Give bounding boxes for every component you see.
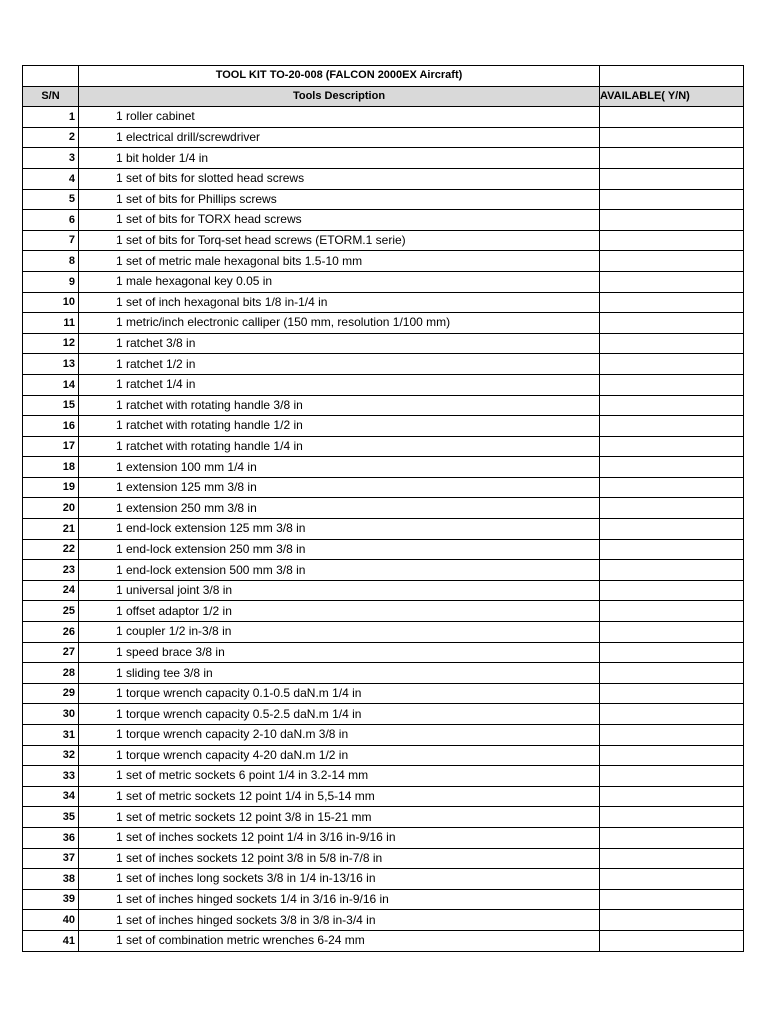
row-description: 1 torque wrench capacity 0.5-2.5 daN.m 1/4 in [79, 704, 600, 725]
row-sn: 28 [23, 663, 79, 684]
table-row [23, 457, 744, 478]
row-sn: 22 [23, 539, 79, 560]
row-sn: 10 [23, 292, 79, 313]
table-row [23, 477, 744, 498]
row-available-cell[interactable] [600, 766, 744, 787]
row-description: 1 male hexagonal key 0.05 in [79, 271, 600, 292]
row-description: 1 ratchet with rotating handle 3/8 in [79, 395, 600, 416]
row-description: 1 set of inches hinged sockets 3/8 in 3/8 in-3/4 in [79, 910, 600, 931]
row-available-cell[interactable] [600, 580, 744, 601]
row-available-cell[interactable] [600, 642, 744, 663]
row-description: 1 sliding tee 3/8 in [79, 663, 600, 684]
row-sn: 35 [23, 807, 79, 828]
row-available-cell[interactable] [600, 745, 744, 766]
row-available-cell[interactable] [600, 374, 744, 395]
row-description: 1 set of inches sockets 12 point 3/8 in 5/8 in-7/8 in [79, 848, 600, 869]
row-sn: 39 [23, 889, 79, 910]
row-description: 1 set of bits for Phillips screws [79, 189, 600, 210]
table-row [23, 354, 744, 375]
row-sn: 27 [23, 642, 79, 663]
row-description: 1 extension 250 mm 3/8 in [79, 498, 600, 519]
row-description: 1 roller cabinet [79, 107, 600, 128]
row-description: 1 end-lock extension 125 mm 3/8 in [79, 519, 600, 540]
row-sn: 9 [23, 271, 79, 292]
row-available-cell[interactable] [600, 395, 744, 416]
title-row [23, 66, 744, 87]
header-row [23, 86, 744, 107]
table-row [23, 168, 744, 189]
row-description: 1 ratchet with rotating handle 1/4 in [79, 436, 600, 457]
row-available-cell[interactable] [600, 663, 744, 684]
table-row [23, 601, 744, 622]
row-available-cell[interactable] [600, 457, 744, 478]
row-available-cell[interactable] [600, 848, 744, 869]
table-row [23, 745, 744, 766]
row-available-cell[interactable] [600, 807, 744, 828]
row-description: 1 electrical drill/screwdriver [79, 127, 600, 148]
row-available-cell[interactable] [600, 539, 744, 560]
row-description: 1 speed brace 3/8 in [79, 642, 600, 663]
title-blank-cell [23, 66, 79, 87]
row-description: 1 set of bits for slotted head screws [79, 168, 600, 189]
row-available-cell[interactable] [600, 786, 744, 807]
row-available-cell[interactable] [600, 416, 744, 437]
table-row [23, 869, 744, 890]
table-row [23, 827, 744, 848]
table-row [23, 498, 744, 519]
header-available: AVAILABLE( Y/N) [600, 86, 744, 107]
row-sn: 40 [23, 910, 79, 931]
row-sn: 34 [23, 786, 79, 807]
row-description: 1 metric/inch electronic calliper (150 mm, resolution 1/100 mm) [79, 313, 600, 334]
row-description: 1 coupler 1/2 in-3/8 in [79, 622, 600, 643]
row-available-cell[interactable] [600, 910, 744, 931]
row-sn: 37 [23, 848, 79, 869]
row-sn: 26 [23, 622, 79, 643]
row-available-cell[interactable] [600, 333, 744, 354]
row-available-cell[interactable] [600, 271, 744, 292]
row-description: 1 torque wrench capacity 2-10 daN.m 3/8 in [79, 725, 600, 746]
sheet-title: TOOL KIT TO-20-008 (FALCON 2000EX Aircraft) [79, 66, 600, 87]
table-row [23, 189, 744, 210]
row-description: 1 extension 100 mm 1/4 in [79, 457, 600, 478]
table-row [23, 683, 744, 704]
row-description: 1 set of bits for Torq-set head screws (ETORM.1 serie) [79, 230, 600, 251]
row-description: 1 set of metric sockets 12 point 3/8 in 15-21 mm [79, 807, 600, 828]
table-row [23, 560, 744, 581]
row-sn: 41 [23, 930, 79, 951]
row-description: 1 ratchet 1/4 in [79, 374, 600, 395]
row-available-cell[interactable] [600, 560, 744, 581]
row-sn: 32 [23, 745, 79, 766]
row-description: 1 torque wrench capacity 4-20 daN.m 1/2 in [79, 745, 600, 766]
table-row [23, 127, 744, 148]
table-row [23, 663, 744, 684]
table-row [23, 766, 744, 787]
row-available-cell[interactable] [600, 930, 744, 951]
table-row [23, 725, 744, 746]
row-sn: 17 [23, 436, 79, 457]
table-row [23, 333, 744, 354]
header-sn: S/N [23, 86, 79, 107]
row-available-cell[interactable] [600, 107, 744, 128]
row-sn: 20 [23, 498, 79, 519]
row-available-cell[interactable] [600, 292, 744, 313]
table-row [23, 230, 744, 251]
row-description: 1 extension 125 mm 3/8 in [79, 477, 600, 498]
row-description: 1 set of metric male hexagonal bits 1.5-10 mm [79, 251, 600, 272]
row-description: 1 end-lock extension 500 mm 3/8 in [79, 560, 600, 581]
row-sn: 15 [23, 395, 79, 416]
row-available-cell[interactable] [600, 230, 744, 251]
table-row [23, 271, 744, 292]
row-sn: 11 [23, 313, 79, 334]
row-sn: 12 [23, 333, 79, 354]
row-sn: 29 [23, 683, 79, 704]
row-available-cell[interactable] [600, 168, 744, 189]
table-row [23, 930, 744, 951]
table-row [23, 292, 744, 313]
row-description: 1 ratchet 1/2 in [79, 354, 600, 375]
table-row [23, 416, 744, 437]
table-row [23, 148, 744, 169]
row-available-cell[interactable] [600, 519, 744, 540]
row-sn: 3 [23, 148, 79, 169]
row-description: 1 set of inch hexagonal bits 1/8 in-1/4 in [79, 292, 600, 313]
row-description: 1 set of inches long sockets 3/8 in 1/4 in-13/16 in [79, 869, 600, 890]
row-description: 1 offset adaptor 1/2 in [79, 601, 600, 622]
row-available-cell[interactable] [600, 127, 744, 148]
row-sn: 13 [23, 354, 79, 375]
row-sn: 24 [23, 580, 79, 601]
table-row [23, 251, 744, 272]
row-sn: 7 [23, 230, 79, 251]
row-available-cell[interactable] [600, 148, 744, 169]
row-available-cell[interactable] [600, 725, 744, 746]
row-sn: 36 [23, 827, 79, 848]
table-row [23, 704, 744, 725]
table-row [23, 210, 744, 231]
row-available-cell[interactable] [600, 889, 744, 910]
table-row [23, 910, 744, 931]
table-row [23, 786, 744, 807]
row-description: 1 bit holder 1/4 in [79, 148, 600, 169]
table-row [23, 642, 744, 663]
tool-kit-table [22, 65, 744, 952]
table-row [23, 848, 744, 869]
table-row [23, 436, 744, 457]
table-row [23, 539, 744, 560]
table-row [23, 395, 744, 416]
row-description: 1 set of combination metric wrenches 6-24 mm [79, 930, 600, 951]
row-sn: 16 [23, 416, 79, 437]
row-description: 1 set of inches hinged sockets 1/4 in 3/16 in-9/16 in [79, 889, 600, 910]
row-sn: 8 [23, 251, 79, 272]
row-sn: 5 [23, 189, 79, 210]
row-available-cell[interactable] [600, 436, 744, 457]
row-sn: 33 [23, 766, 79, 787]
row-description: 1 universal joint 3/8 in [79, 580, 600, 601]
row-sn: 31 [23, 725, 79, 746]
row-available-cell[interactable] [600, 601, 744, 622]
row-available-cell[interactable] [600, 869, 744, 890]
row-sn: 14 [23, 374, 79, 395]
table-row [23, 374, 744, 395]
row-sn: 23 [23, 560, 79, 581]
row-sn: 25 [23, 601, 79, 622]
row-description: 1 set of bits for TORX head screws [79, 210, 600, 231]
row-sn: 4 [23, 168, 79, 189]
row-available-cell[interactable] [600, 827, 744, 848]
row-description: 1 end-lock extension 250 mm 3/8 in [79, 539, 600, 560]
row-available-cell[interactable] [600, 189, 744, 210]
row-available-cell[interactable] [600, 210, 744, 231]
row-sn: 18 [23, 457, 79, 478]
table-row [23, 107, 744, 128]
row-available-cell[interactable] [600, 683, 744, 704]
row-available-cell[interactable] [600, 354, 744, 375]
row-description: 1 set of inches sockets 12 point 1/4 in 3/16 in-9/16 in [79, 827, 600, 848]
row-sn: 6 [23, 210, 79, 231]
row-description: 1 ratchet with rotating handle 1/2 in [79, 416, 600, 437]
row-available-cell[interactable] [600, 498, 744, 519]
table-row [23, 889, 744, 910]
row-sn: 38 [23, 869, 79, 890]
table-row [23, 580, 744, 601]
row-description: 1 set of metric sockets 6 point 1/4 in 3.2-14 mm [79, 766, 600, 787]
row-available-cell[interactable] [600, 313, 744, 334]
header-description: Tools Description [79, 86, 600, 107]
row-available-cell[interactable] [600, 622, 744, 643]
row-sn: 2 [23, 127, 79, 148]
table-row [23, 807, 744, 828]
row-sn: 30 [23, 704, 79, 725]
row-available-cell[interactable] [600, 251, 744, 272]
row-available-cell[interactable] [600, 704, 744, 725]
table-row [23, 313, 744, 334]
table-row [23, 519, 744, 540]
table-row [23, 622, 744, 643]
row-available-cell[interactable] [600, 477, 744, 498]
row-description: 1 set of metric sockets 12 point 1/4 in 5,5-14 mm [79, 786, 600, 807]
row-sn: 21 [23, 519, 79, 540]
row-description: 1 ratchet 3/8 in [79, 333, 600, 354]
title-blank-cell [600, 66, 744, 87]
row-sn: 19 [23, 477, 79, 498]
row-description: 1 torque wrench capacity 0.1-0.5 daN.m 1/4 in [79, 683, 600, 704]
row-sn: 1 [23, 107, 79, 128]
